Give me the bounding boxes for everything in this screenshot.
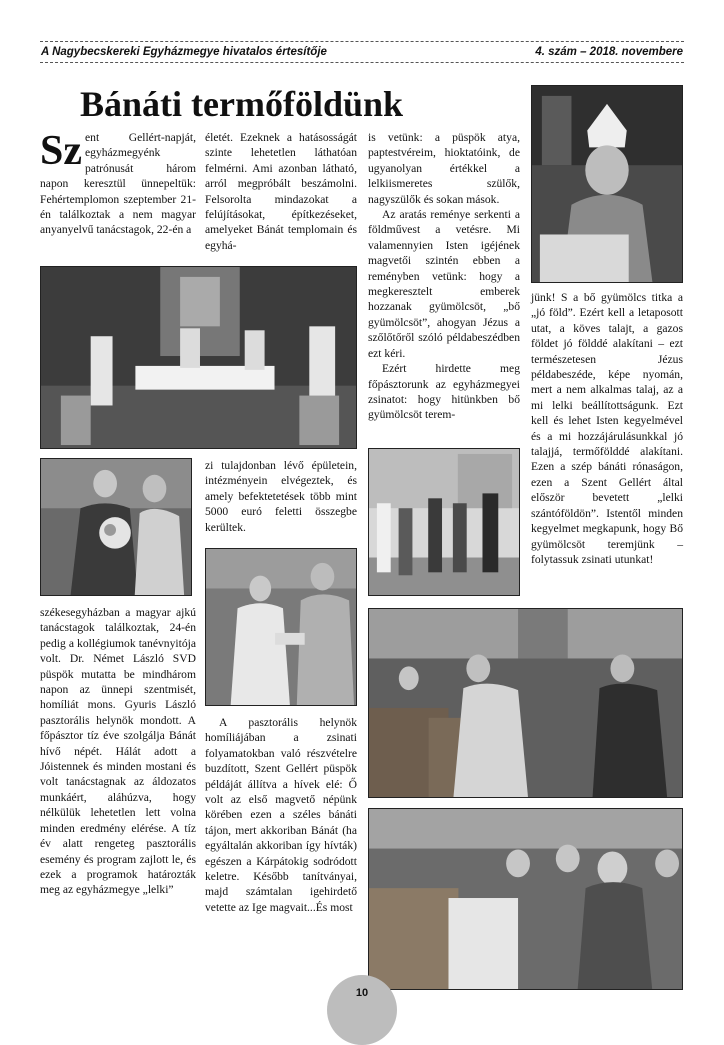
handshake-photo (205, 548, 357, 706)
column-2-top (205, 130, 357, 253)
flowers-gift-photo (40, 458, 192, 596)
column-3-paragraph-1: is vetünk: a püspök atya, paptestvéreim, hioktatóink, de ugyanolyan értékkel a lelkiismeretes szülők, nagyszülők és sokan mások. (368, 131, 520, 206)
congregation-pews-photo (368, 608, 683, 798)
church-mass-photo (40, 266, 357, 449)
issue-info: 4. szám – 2018. novembere (535, 46, 683, 58)
column-1-top (40, 130, 196, 238)
column-1-bottom (40, 605, 196, 898)
page-number: 10 (355, 987, 369, 999)
publication-header (40, 41, 684, 63)
publication-name: A Nagybecskereki Egyházmegye hivatalos értesítője (41, 46, 327, 58)
column-2-bottom (205, 715, 357, 915)
intro-text: ent Gellért-napját, egyházmegyénk patrónusát három napon keresztül ünnepeltük: Fehértemplomon szeptember 21-én találkoztak a nem magyar anyanyelvű tanácstagok, 22-én a (40, 131, 196, 237)
column-4 (531, 290, 683, 567)
article-title: Bánáti termőföldünk (80, 84, 404, 124)
column-3-paragraph-2: Az aratás reménye serkenti a földművest a vetésre. Mi valamennyien Isten igéjének magvetői szintén ebben a reményben vetünk: hogy a megkeresztelt emberek hozzanak gyümölcsöt, „bő gyümölcsöt”, ahogyan Jézus a szőlőtőről szóló példabeszédben ezt kéri. (368, 208, 520, 360)
column-2-mid (205, 458, 357, 535)
column-2-bottom-text: A pasztorális helynök homíliájában a zsinati folyamatokban való részvételre buzdított, Szent Gellért püspök példáját állítva a hívek elé: Ő volt az első magvető népünk körében ezen a széles bánáti tájon, mert akkoriban Bánát (ha egyáltalán akkoriban így hívták) egészen a Kárpátokig sodródott keletre. Később tanítványai, majd számtalan igehirdető vetette az Ige magvait...És most (205, 716, 357, 914)
congregation-women-photo (368, 808, 683, 990)
bishop-portrait-photo (531, 85, 683, 283)
column-1-bottom-text: székesegyházban a magyar ajkú tanácstagok találkoztak, 24-én pedig a kollégiumok tanévnyitója volt. Dr. Német László SVD püspök mutatta be mindhárom napon az ünnepi szentmisét, homíliát mons. Gyuris László pasztorális helynök mondott. A főpásztor tíz éve szolgálja Bánát hívő népét. Hálát adott a Jóistennek és minden mostani és volt tanácstagnak az áldozatos munkáért, aláhúzva, hogy nélkülük lehetetlen lett volna minden eredmény elérése. A tíz év alatt rengeteg pasztorális esemény és program zajlott le, és ezek a programok határozták meg az egyházmegye „lelki” (40, 606, 196, 897)
drop-cap: Sz (40, 128, 82, 174)
column-3-paragraph-3: Ezért hirdette meg főpásztorunk az egyházmegyei zsinatot: hogy hitünkben bő gyümölcsöt terem- (368, 362, 520, 422)
column-4-text: jünk! S a bő gyümölcs titka a „jó föld”. Ezért kell a letaposott utat, a köves talajt, a gazos földet jó földdé alakítani – ezt természetesen Jézus példabeszéde, képe nyomán, mert a nem alkalmas talaj, az a mi lelki beállítottságunk. Ezt kell és lehet Isten kegyelmével és a mi hozzájárulásunkkal jó talajjá, termőfölddé alakítani. Ezen a szép bánáti rónaságon, ezen a Szent Gellért által először bevetett „lelki szántóföldön”. Istentől minden kegyelmet megkapunk, hogy Bő gyümölcsöt teremjünk – folytassuk zsinati utunkat! (531, 291, 683, 566)
column-3 (368, 130, 520, 423)
page-number-badge (327, 975, 397, 1045)
group-outdoor-photo (368, 448, 520, 596)
column-2-top-text: életét. Ezeknek a hatásosságát szinte lehetetlen láthatóan felmérni. Ami azonban látható, arról megpróbált beszámolni. Felsorolta mindazokat a felújításokat, építkezéseket, amelyeket Bánát templomain és egyhá- (205, 131, 357, 252)
column-2-mid-text: zi tulajdonban lévő épületein, intézményein elvégeztek, és amely befektetetések több mint 5000 euró feletti összegbe kerültek. (205, 459, 357, 534)
